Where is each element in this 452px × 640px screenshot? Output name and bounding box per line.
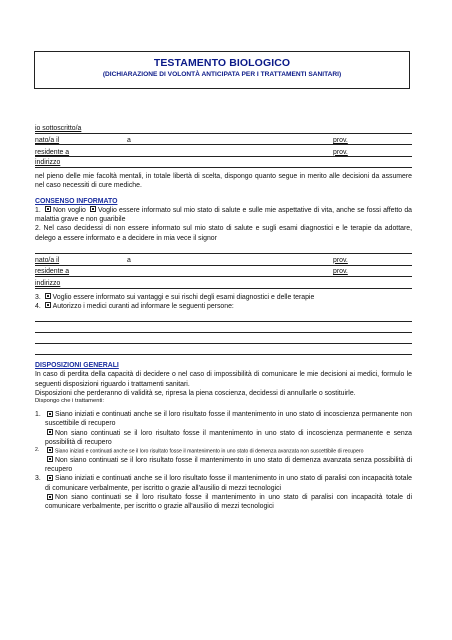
consenso-item-4 — [35, 302, 412, 311]
consenso-item-1 — [35, 206, 412, 225]
disposizione-item-2 — [35, 447, 412, 474]
disposizione-item-1-num: 1. — [35, 411, 41, 419]
delegato-a-label: a — [127, 256, 131, 264]
consenso-item-1-num: 1. — [35, 206, 41, 214]
checkbox-icon[interactable] — [47, 429, 53, 435]
delegato-residente-label: residente a — [35, 268, 70, 276]
sottoscritto-field[interactable] — [35, 122, 412, 134]
checkbox-icon[interactable] — [45, 206, 51, 212]
delegato-prov-label: prov. — [333, 256, 348, 264]
indirizzo-label: indirizzo — [35, 159, 61, 166]
checkbox-icon[interactable] — [47, 494, 53, 500]
delegato-prov-label-2: prov. — [333, 268, 348, 276]
document-subtitle: (DICHIARAZIONE DI VOLONTÀ ANTICIPATA PER I TRATTAMENTI SANITARI) — [102, 71, 342, 78]
document-title: TESTAMENTO BIOLOGICO — [153, 57, 291, 69]
disposizione-item-1 — [35, 410, 412, 447]
delegato-nato-field[interactable] — [35, 254, 412, 266]
intro-text: nel pieno delle mie facoltà mentali, in totale libertà di scelta, dispongo quanto segue in merito alle decisioni da assumere nel caso necessiti di cure mediche. — [35, 173, 412, 190]
delegato-indirizzo-label: indirizzo — [35, 279, 61, 287]
consenso-item-4-num: 4. — [35, 302, 41, 310]
sottoscritto-label: io sottoscritto/a — [35, 124, 82, 132]
persone-line-4[interactable] — [35, 344, 412, 355]
non-voglio-label: Non voglio — [52, 206, 86, 214]
disposizioni-para-1: In caso di perdita della capacità di decidere o nel caso di impossibilità di comunicare le mie decisioni ai medici, formulo le seguenti disposizioni riguardo i trattamenti sanitari. — [35, 371, 412, 388]
consenso-heading: CONSENSO INFORMATO — [35, 197, 118, 205]
consenso-item-3-text: Voglio essere informato sui vantaggi e sui rischi degli esami diagnostici e delle terapie — [52, 293, 315, 301]
nato-field[interactable] — [35, 134, 412, 146]
document-body — [35, 122, 412, 512]
checkbox-icon[interactable] — [45, 293, 51, 299]
disposizione-2-option-b: Non siano continuati se il loro risultato fosse il mantenimento in uno stato di demenza avanzata senza possibilità di recupero — [45, 456, 412, 474]
delegato-indirizzo-field[interactable] — [35, 277, 412, 289]
persone-line-1[interactable] — [35, 311, 412, 322]
delegato-residente-field[interactable] — [35, 266, 412, 278]
a-label: a — [127, 137, 131, 144]
title-box — [34, 51, 410, 89]
consenso-item-2: 2. Nel caso decidessi di non essere informato sul mio stato di salute e sugli esami diagnostici e le terapie da adottare, delego a essere informato e a decidere in mia vece il signor — [35, 225, 412, 242]
consenso-item-4-text: Autorizzo i medici curanti ad informare le seguenti persone: — [52, 302, 234, 310]
persone-line-2[interactable] — [35, 322, 412, 333]
consenso-item-3 — [35, 293, 412, 302]
checkbox-icon[interactable] — [47, 475, 53, 481]
disposizioni-para-2: Disposizioni che perderanno di validità se, ripresa la piena coscienza, decidessi di annullarle o sostituirle. — [35, 390, 356, 398]
disposizioni-heading: DISPOSIZIONI GENERALI — [35, 362, 119, 370]
disposizione-item-2-num: 2. — [35, 447, 40, 454]
dispongo-text: Dispongo che i trattamenti: — [35, 398, 104, 405]
checkbox-icon[interactable] — [47, 411, 53, 417]
delegato-nato-label: nato/a il — [35, 256, 60, 264]
checkbox-icon[interactable] — [90, 206, 96, 212]
checkbox-icon[interactable] — [45, 302, 51, 308]
nato-label: nato/a il — [35, 137, 60, 144]
delegato-name-line[interactable] — [35, 243, 412, 254]
persone-line-3[interactable] — [35, 333, 412, 344]
checkbox-icon[interactable] — [47, 447, 53, 453]
checkbox-icon[interactable] — [47, 456, 53, 462]
voglio-label: Voglio essere informato sul mio stato di salute e sulle mie aspettative di vita, anche se fossi affetto da malattia grave e non guaribile — [35, 206, 412, 224]
disposizione-item-3 — [35, 474, 412, 511]
prov-label: prov. — [333, 137, 348, 144]
disposizione-3-option-b: Non siano continuati se il loro risultato fosse il mantenimento in uno stato di paralisi con incapacità totale di comunicare verbalmente, per iscritto o grazie all'ausilio di mezzi tecnologici — [45, 494, 412, 511]
disposizione-3-option-a: Siano iniziati e continuati anche se il loro risultato fosse il mantenimento in uno stato di paralisi con incapacità totale di comunicare verbalmente, per iscritto o grazie all'ausilio di mezzi tecnologici — [45, 475, 412, 492]
disposizione-2-option-a: Siano iniziati e continuati anche se il loro risultato fosse il mantenimento in uno stato di demenza avanzata non suscettibile di recupero — [55, 448, 364, 455]
disposizione-1-option-b: Non siano continuati se il loro risultato fosse il mantenimento in uno stato di incoscienza permanente e senza possibilità di recupero — [45, 429, 412, 447]
disposizione-item-3-num: 3. — [35, 475, 41, 483]
indirizzo-field[interactable] — [35, 157, 412, 169]
consenso-item-3-num: 3. — [35, 293, 41, 301]
disposizione-1-option-a: Siano iniziati e continuati anche se il loro risultato fosse il mantenimento in uno stato di incoscienza permanente non suscettibile di recupero — [45, 411, 412, 428]
residente-label: residente a — [35, 148, 70, 156]
prov-label-2: prov. — [333, 148, 348, 156]
residente-field[interactable] — [35, 145, 412, 157]
